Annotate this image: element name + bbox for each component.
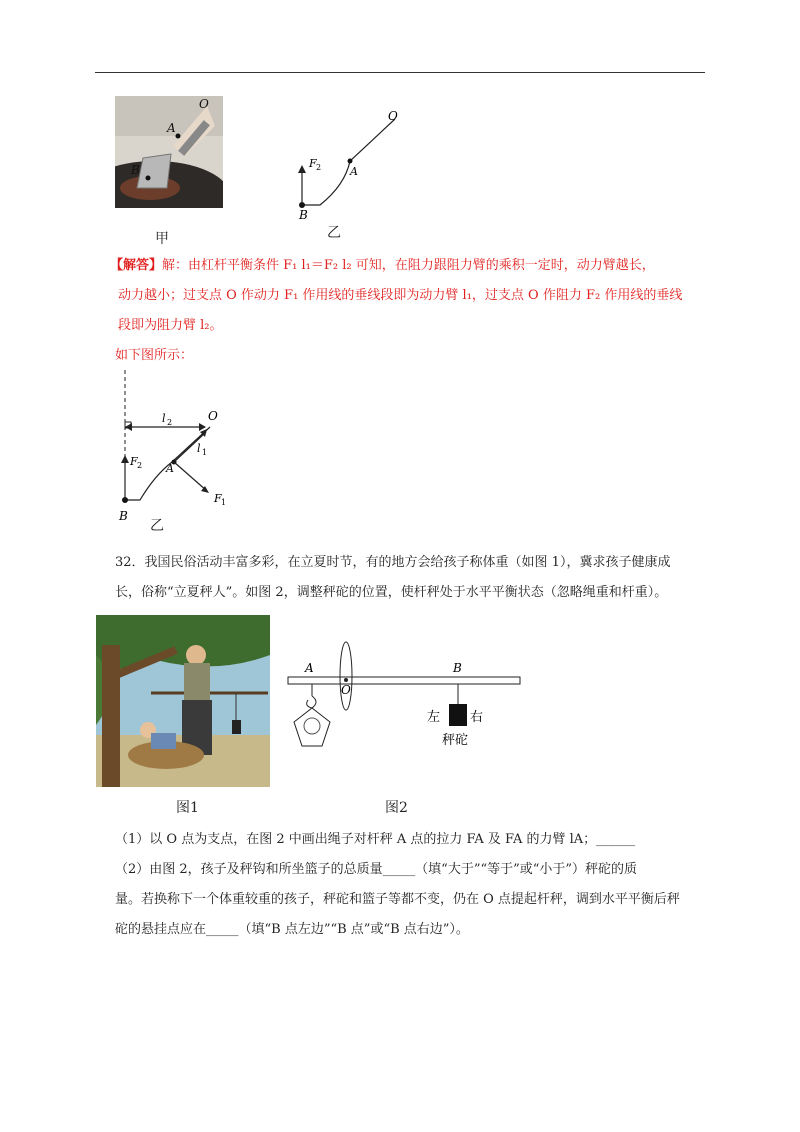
answer-tag: 【解答】: [110, 258, 163, 273]
ans-label-a: A: [166, 462, 174, 475]
ans-label-f1-sub: 1: [221, 498, 227, 507]
ans-label-b: B: [119, 509, 128, 523]
ans-label-o: O: [208, 409, 218, 423]
figure-yi-caption: 乙: [327, 225, 341, 241]
fig2-label-o: O: [341, 683, 351, 697]
answer-figure-caption: 乙: [150, 518, 164, 534]
spatula-photo: [115, 96, 223, 208]
ans-label-l2-sub: 2: [167, 418, 173, 427]
ans-label-l1: l: [197, 442, 201, 455]
fig2-label-left: 左: [427, 710, 441, 725]
answer-line-4: 如下图所示：: [115, 348, 194, 363]
figure-1-caption: 图1: [176, 800, 199, 816]
sub-question-1: （1）以 O 点为支点，在图 2 中画出绳子对杆秤 A 点的拉力 FA 及 FA 的力臂 lA；______: [115, 832, 636, 847]
answer-line-1: 解：由杠杆平衡条件 F₁ l₁＝F₂ l₂ 可知，在阻力跟阻力臂的乘积一定时，动力臂越长，: [162, 258, 655, 273]
sub-question-2-line-3: 砣的悬挂点应在_____（填“B 点左边”“B 点”或“B 点右边”）。: [115, 922, 469, 937]
sub-question-2-line-1: （2）由图 2，孩子及秤钩和所坐篮子的总质量_____（填“大于”“等于”或“小于”）秤砣的质: [115, 862, 638, 877]
figure-2-caption: 图2: [385, 800, 408, 816]
sub-question-2-line-2: 量。若换称下一个体重较重的孩子，秤砣和篮子等都不变，仍在 O 点提起杆秤，调到水平平衡后秤: [115, 892, 680, 907]
answer-line-2: 动力越小；过支点 O 作动力 F₁ 作用线的垂线段即为动力臂 l₁，过支点 O 作阻力 F₂ 作用线的垂线: [118, 288, 683, 303]
weighing-illustration: [96, 615, 270, 787]
ans-label-l1-sub: 1: [202, 448, 208, 457]
steelyard-diagram: [282, 636, 527, 766]
photo-label-b: B: [131, 163, 140, 177]
answer-lever-diagram: [110, 370, 250, 535]
fig2-label-right: 右: [470, 710, 484, 725]
header-rule: [95, 72, 705, 73]
photo-label-a: A: [167, 121, 176, 135]
answer-line-3: 段即为阻力臂 l₂。: [118, 318, 223, 333]
figure-jia-caption: 甲: [155, 231, 169, 247]
question-32-line-1: 32．我国民俗活动丰富多彩，在立夏时节，有的地方会给孩子称体重（如图 1），冀求孩子健康成: [115, 555, 671, 570]
diag-label-f2-sub: 2: [316, 163, 322, 172]
ans-label-l2: l: [162, 412, 166, 425]
fig2-label-a: A: [305, 661, 314, 675]
fig2-label-b: B: [453, 661, 462, 675]
ans-label-f2-sub: 2: [137, 461, 143, 470]
question-32-line-2: 长，俗称“立夏秤人”。如图 2，调整秤砣的位置，使杆秤处于水平平衡状态（忽略绳重和杆重）。: [115, 585, 668, 600]
lever-diagram-top: [290, 105, 410, 220]
diag-label-a: A: [350, 165, 358, 178]
fig2-label-weight: 秤砣: [442, 733, 469, 748]
photo-label-o: O: [199, 97, 209, 111]
diag-label-o: O: [388, 109, 398, 123]
diag-label-b: B: [299, 208, 308, 220]
diag-label-f2: F: [309, 157, 317, 170]
ans-label-f2: F: [130, 455, 138, 468]
ans-label-f1: F: [214, 492, 222, 505]
